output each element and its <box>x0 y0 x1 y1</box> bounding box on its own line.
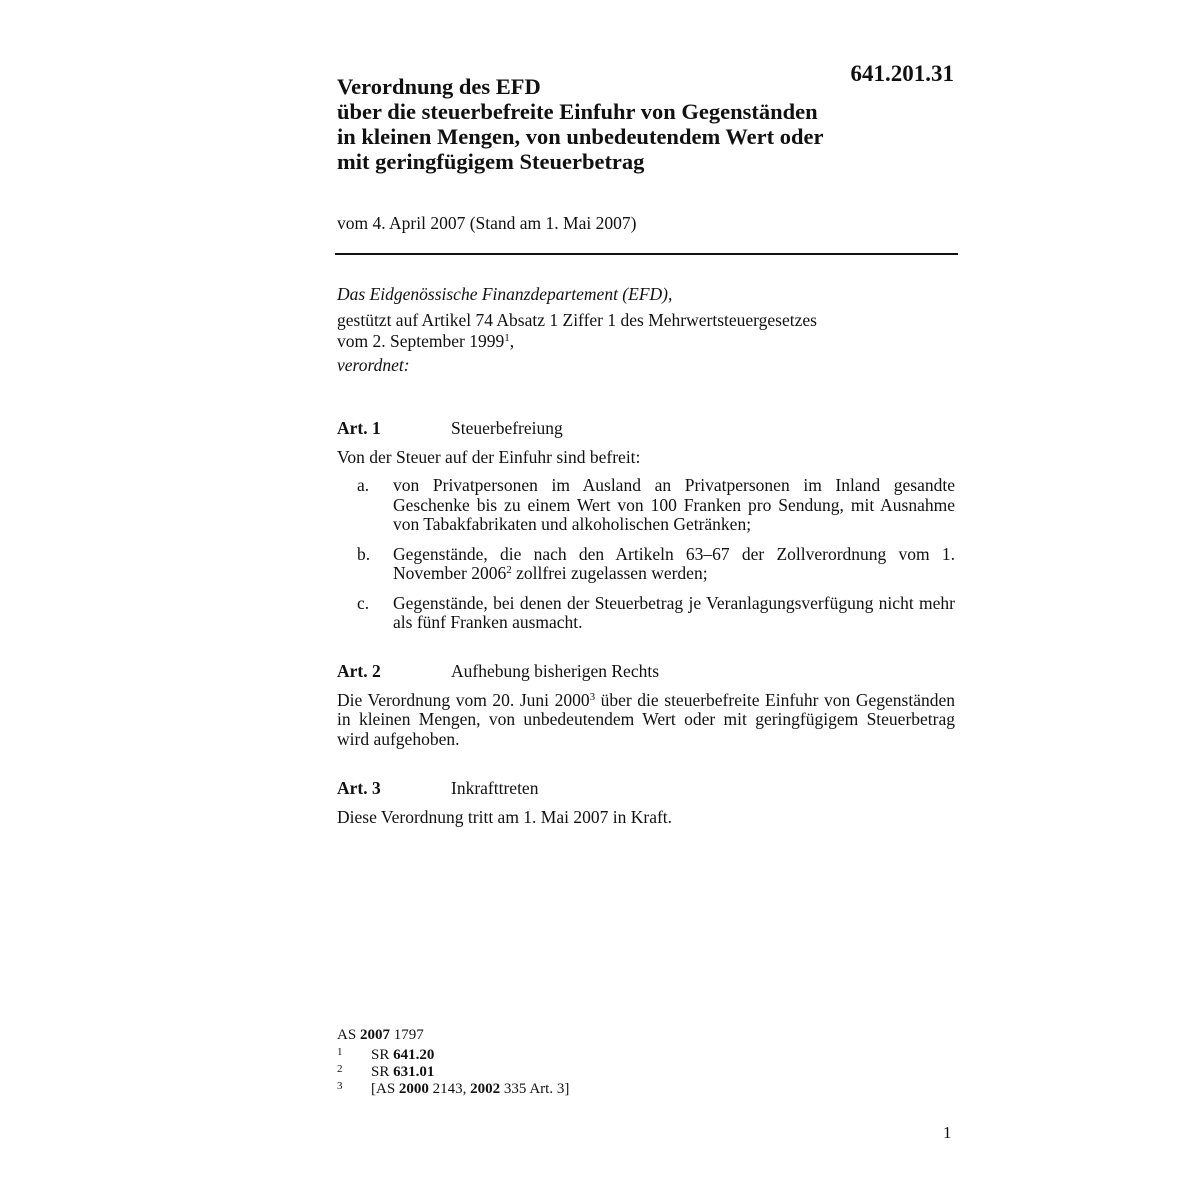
article-heading <box>337 662 955 682</box>
footnote-year: 2002 <box>470 1081 501 1097</box>
footnote-2 <box>337 1064 569 1081</box>
article-intro: Von der Steuer auf der Einfuhr sind befreit: <box>337 446 641 467</box>
article-heading <box>337 419 955 439</box>
item-letter: b. <box>357 543 371 564</box>
footnote-year: 2000 <box>398 1081 429 1097</box>
title-line: über die steuerbefreite Einfuhr von Gegenständen <box>337 99 818 124</box>
document-date: vom 4. April 2007 (Stand am 1. Mai 2007) <box>337 213 637 233</box>
footnotes <box>337 1027 569 1098</box>
footnote-ref-1[interactable]: 1 <box>504 332 510 344</box>
footnote-ref: 641.20 <box>393 1047 435 1063</box>
footnote-prefix: SR <box>371 1047 394 1063</box>
list-item <box>337 594 955 633</box>
footnote-text <box>371 1081 569 1098</box>
item-text-part: zollfrei zugelassen werden; <box>511 563 708 583</box>
article-item-list <box>337 476 955 633</box>
legal-basis-punct: , <box>509 331 515 351</box>
article-text: Diese Verordnung tritt am 1. Mai 2007 in Kraft. <box>337 806 673 827</box>
article-topic: Steuerbefreiung <box>451 418 563 438</box>
footnote-part: 335 Art. 3] <box>500 1081 570 1097</box>
preamble <box>337 284 957 376</box>
article-1 <box>337 419 955 643</box>
issuing-authority: Das Eidgenössische Finanzdepartement (EFD), <box>337 284 673 304</box>
item-text-part: Gegenstände, die nach den Artikeln 63–67 der Zollverordnung vom 1. November 2006 <box>393 543 955 583</box>
footnote-text <box>371 1047 434 1064</box>
title-line: mit geringfügigem Steuerbetrag <box>337 149 645 174</box>
article-number: Art. 2 <box>337 661 381 681</box>
official-collection-source <box>337 1027 569 1044</box>
list-item <box>337 545 955 584</box>
source-page: 1797 <box>389 1027 424 1043</box>
article-text <box>337 691 955 750</box>
enactment-verb: verordnet: <box>337 355 410 375</box>
article-number: Art. 3 <box>337 778 381 798</box>
footnote-number: 1 <box>337 1046 343 1058</box>
footnote-number: 2 <box>337 1063 343 1075</box>
article-text-part: Die Verordnung vom 20. Juni 2000 <box>337 689 590 710</box>
footnote-ref: 631.01 <box>393 1064 435 1080</box>
sr-number: 641.201.31 <box>850 61 954 86</box>
title-divider <box>335 253 958 255</box>
document-title <box>337 74 897 174</box>
footnote-part: 2143, <box>428 1081 471 1097</box>
list-item <box>337 476 955 535</box>
item-letter: a. <box>357 475 370 495</box>
footnote-ref-2[interactable]: 2 <box>506 564 512 576</box>
footnote-ref-3[interactable]: 3 <box>589 690 596 703</box>
article-topic: Inkrafttreten <box>451 778 539 798</box>
footnote-part: [AS <box>371 1081 399 1097</box>
source-year: 2007 <box>359 1027 390 1043</box>
footnote-number: 3 <box>337 1080 343 1092</box>
article-3 <box>337 779 955 827</box>
item-text <box>393 545 955 584</box>
source-prefix: AS <box>337 1027 360 1043</box>
article-topic: Aufhebung bisherigen Rechts <box>451 661 660 681</box>
footnote-1 <box>337 1047 569 1064</box>
article-text-part: über die steuerbefreite Einfuhr von Gegenständen in kleinen Mengen, von unbedeutendem Wert oder mit geringfügigem Steuerbetrag wird aufgehoben. <box>337 689 956 749</box>
item-text: von Privatpersonen im Ausland an Privatpersonen im Inland gesandte Geschenke bis zu einem Wert von 100 Franken pro Sendung, mit Ausnahme von Tabakfabrikaten und alkoholischen Getränken; <box>393 475 955 534</box>
legal-basis-line-1: gestützt auf Artikel 74 Absatz 1 Ziffer 1 des Mehrwertsteuergesetzes <box>337 310 817 330</box>
item-text: Gegenstände, bei denen der Steuerbetrag je Veranlagungsverfügung nicht mehr als fünf Franken ausmacht. <box>393 592 955 632</box>
legal-basis-date: vom 2. September 1999 <box>337 331 505 351</box>
article-number: Art. 1 <box>337 418 381 438</box>
article-2 <box>337 662 955 749</box>
title-line: in kleinen Mengen, von unbedeutendem Wert oder <box>337 124 824 149</box>
title-line: Verordnung des EFD <box>337 74 541 99</box>
article-heading <box>337 779 955 799</box>
page-number: 1 <box>943 1123 952 1142</box>
footnote-text <box>371 1064 434 1081</box>
item-letter: c. <box>357 592 370 613</box>
footnote-prefix: SR <box>371 1064 394 1080</box>
legal-basis-line-2 <box>337 331 957 352</box>
footnote-3 <box>337 1081 569 1098</box>
